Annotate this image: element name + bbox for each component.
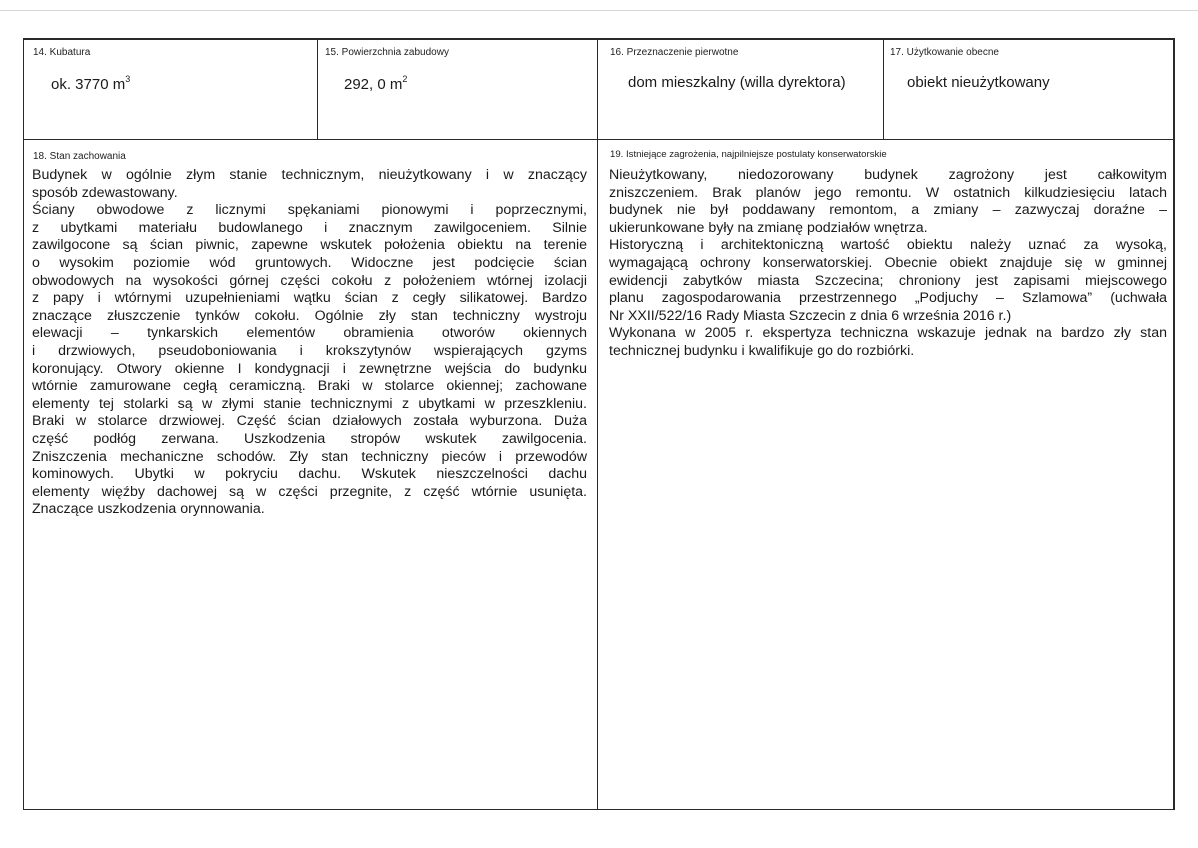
text-line: elewacji – tynkarskich elementów obramienia otworów okiennych	[32, 325, 587, 342]
built-area-label: 15. Powierzchnia zabudowy	[325, 47, 449, 58]
threats-label: 19. Istniejące zagrożenia, najpilniejsze postulaty konserwatorskie	[610, 149, 887, 160]
text-line: obwodowych na wysokości górnej części cokołu z położeniem wtórnej izolacji	[32, 272, 587, 289]
original-use-label: 16. Przeznaczenie pierwotne	[610, 47, 739, 58]
text-line: elementy tej stolarki są w złymi stanie technicznymi z ubytkami w przeszkleniu.	[32, 395, 587, 412]
current-use-value: obiekt nieużytkowany	[907, 74, 1050, 91]
cubature-cell	[23, 40, 317, 140]
cubature-label: 14. Kubatura	[33, 47, 91, 58]
cubature-value: ok. 3770 $m^3$	[51, 74, 131, 93]
text-line: zawilgocone są ścian piwnic, zapewne wskutek położenia obiektu na terenie	[32, 237, 587, 254]
text-line: ukierunkowane były na zmianę podziałów wnętrza.	[609, 219, 928, 236]
text-line: zniszczeniem. Brak planów jego remontu. W ostatnich kilkudziesięciu latach	[609, 184, 1167, 201]
built-area-exponent: 2	[402, 74, 408, 84]
text-line: ewidencji zabytków miasta Szczecina; chroniony jest zapisami miejscowego	[609, 272, 1167, 289]
text-line: Ściany obwodowe z licznymi spękaniami pionowymi i poprzecznymi,	[32, 202, 587, 219]
text-line: i drzwiowych, pseudoboniowania i krokszytynów wspierających gzyms	[32, 342, 587, 359]
text-line: Braki w stolarce drzwiowej. Część ścian działowych została wyburzona. Duża	[32, 413, 587, 430]
built-area-cell	[317, 40, 597, 140]
text-line: o wysokim poziomie wód gruntowych. Widoczne jest podcięcie ścian	[32, 254, 587, 271]
original-use-value: dom mieszkalny (willa dyrektora)	[628, 74, 846, 91]
text-line: technicznej budynku i kwalifikuje go do rozbiórki.	[609, 342, 915, 359]
text-line: znaczące złuszczenie tynków cokołu. Ogólnie zły stan techniczny wystroju	[32, 307, 587, 324]
text-line: Nieużytkowany, niedozorowany budynek zagrożony jest całkowitym	[609, 167, 1167, 183]
text-line: Zniszczenia mechaniczne schodów. Zły stan techniczny pieców i przewodów	[32, 448, 587, 465]
text-line: Znaczące uszkodzenia orynnowania.	[32, 501, 265, 518]
text-line: sposób zdewastowany.	[32, 184, 178, 201]
text-line: budynek nie był poddawany remontom, a zmiany – zazwyczaj doraźne –	[609, 202, 1167, 219]
text-line: wtórnie zamurowane cegłą ceramiczną. Braki w stolarce okiennej; zachowane	[32, 378, 587, 395]
text-line: kominowych. Ubytki w pokryciu dachu. Wskutek nieszczelności dachu	[32, 466, 587, 483]
condition-label: 18. Stan zachowania	[33, 151, 126, 162]
text-line: z ubytkami materiału budowlanego i znacznym zawilgoceniem. Silnie	[32, 219, 587, 236]
threats-text	[609, 167, 1167, 361]
text-line: koronujący. Otwory okienne I kondygnacji i zewnętrzne wejścia do budynku	[32, 360, 587, 377]
threats-cell	[597, 140, 1173, 810]
text-line: Nr XXII/522/16 Rady Miasta Szczecin z dnia 6 września 2016 r.)	[609, 307, 1012, 324]
cubature-exponent: 3	[125, 74, 131, 84]
original-use-cell	[597, 40, 883, 140]
condition-cell	[23, 140, 597, 810]
text-line: z papy i wtórnymi uzupełnieniami wątku ścian z cegły silikatowej. Bardzo	[32, 290, 587, 307]
text-line: część podłóg zerwana. Uszkodzenia stropów wskutek zawilgocenia.	[32, 430, 587, 447]
current-use-label: 17. Użytkowanie obecne	[890, 47, 999, 58]
text-line: elementy więźby dachowej są w części przegnite, z część wtórnie usunięta.	[32, 483, 587, 500]
text-line: wymagającą ochrony konserwatorskiej. Obecnie obiekt znajduje się w gminnej	[609, 254, 1167, 271]
text-line: Wykonana w 2005 r. ekspertyza techniczna wskazuje jednak na bardzo zły stan	[609, 325, 1167, 342]
text-line: Historyczną i architektoniczną wartość obiektu należy uznać za wysoką,	[609, 237, 1167, 254]
text-line: Budynek w ogólnie złym stanie technicznym, nieużytkowany i w znaczący	[32, 167, 587, 183]
condition-text	[32, 167, 587, 519]
current-use-cell	[883, 40, 1173, 140]
form-table	[23, 38, 1175, 810]
page-top-edge	[0, 0, 1198, 11]
text-line: planu zagospodarowania przestrzennego „Podjuchy – Szlamowa” (uchwała	[609, 290, 1167, 307]
built-area-value: 292, 0 $m^2$	[344, 74, 408, 93]
